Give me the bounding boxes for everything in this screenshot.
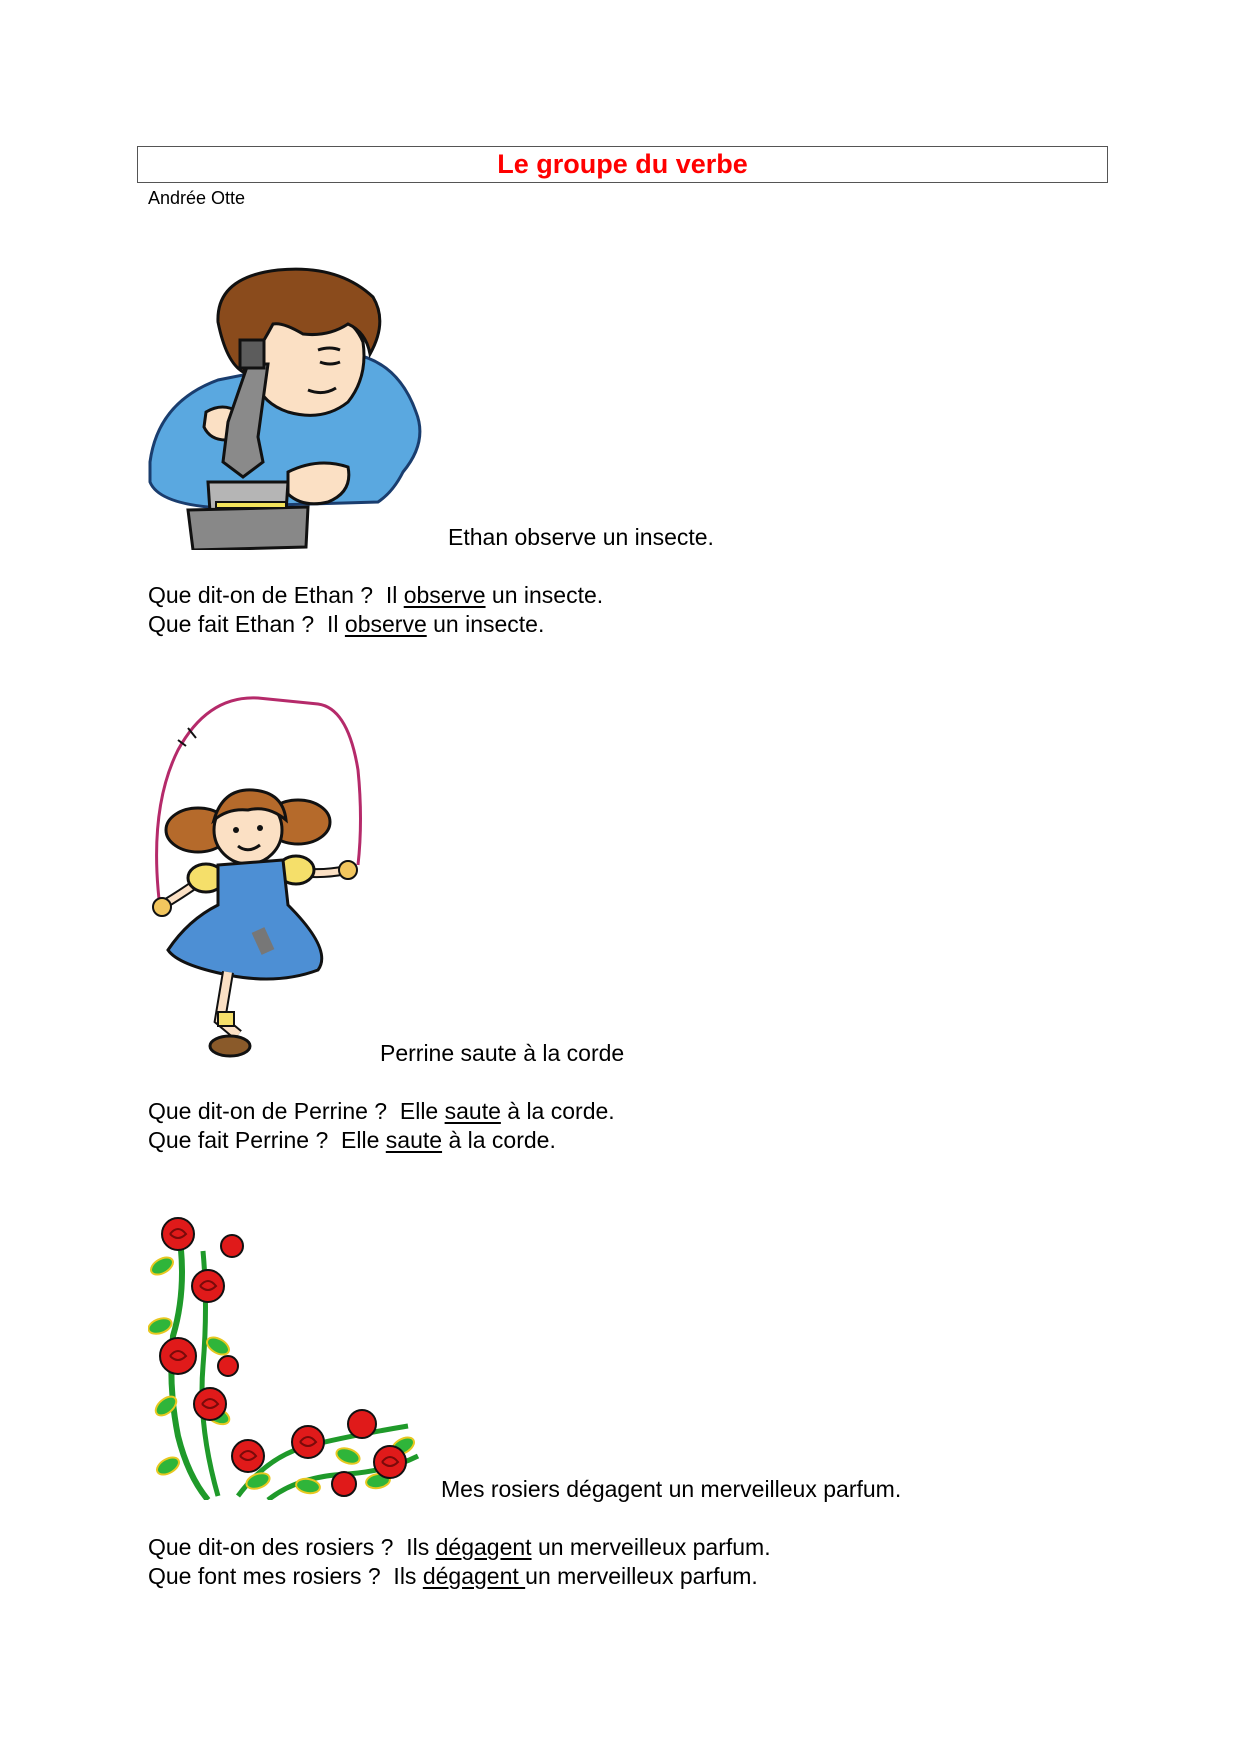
page-title: Le groupe du verbe [497, 149, 748, 179]
microscope-base [188, 507, 308, 550]
author-name: Andrée Otte [148, 188, 246, 208]
verb-underlined: dégagent [422, 1563, 526, 1589]
rose-bushes-illustration [148, 1206, 428, 1500]
girl-jump-rope-illustration [148, 690, 380, 1066]
caption-ethan: Ethan observe un insecte. [448, 524, 714, 550]
rose-flower [192, 1270, 224, 1302]
caption-perrine: Perrine saute à la corde [380, 1040, 625, 1066]
rose-flower [221, 1235, 243, 1257]
question-perrine-2: Que fait Perrine ? Elle saute à la corde. [148, 1127, 556, 1153]
verb-underlined: observe [344, 611, 427, 637]
question-rosiers-1: Que dit-on des rosiers ? Ils dégagent un merveilleux parfum. [148, 1534, 771, 1560]
question-ethan-1: Que dit-on de Ethan ? Il observe un insecte. [148, 582, 604, 608]
verb-underlined: saute [385, 1127, 443, 1153]
boy-microscope-illustration [148, 262, 444, 550]
rose-flower [332, 1472, 356, 1496]
girl-shoe [210, 1036, 250, 1056]
rose-flower [374, 1446, 406, 1478]
question-rosiers-2: Que font mes rosiers ? Ils dégagent un merveilleux parfum. [148, 1563, 758, 1589]
question-perrine-1: Que dit-on de Perrine ? Elle saute à la corde. [148, 1098, 615, 1124]
rose-flower [194, 1388, 226, 1420]
verb-underlined: observe [403, 582, 486, 608]
verb-underlined: dégagent [435, 1534, 532, 1560]
title-box [137, 146, 1108, 183]
caption-rosiers: Mes rosiers dégagent un merveilleux parfum. [441, 1476, 902, 1502]
rose-flower [218, 1356, 238, 1376]
rose-flower [292, 1426, 324, 1458]
verb-underlined: saute [444, 1098, 501, 1124]
rose-flower [162, 1218, 194, 1250]
rose-flower [232, 1440, 264, 1472]
rose-flower [348, 1410, 376, 1438]
question-ethan-2: Que fait Ethan ? Il observe un insecte. [148, 611, 545, 637]
rose-flower [160, 1338, 196, 1374]
